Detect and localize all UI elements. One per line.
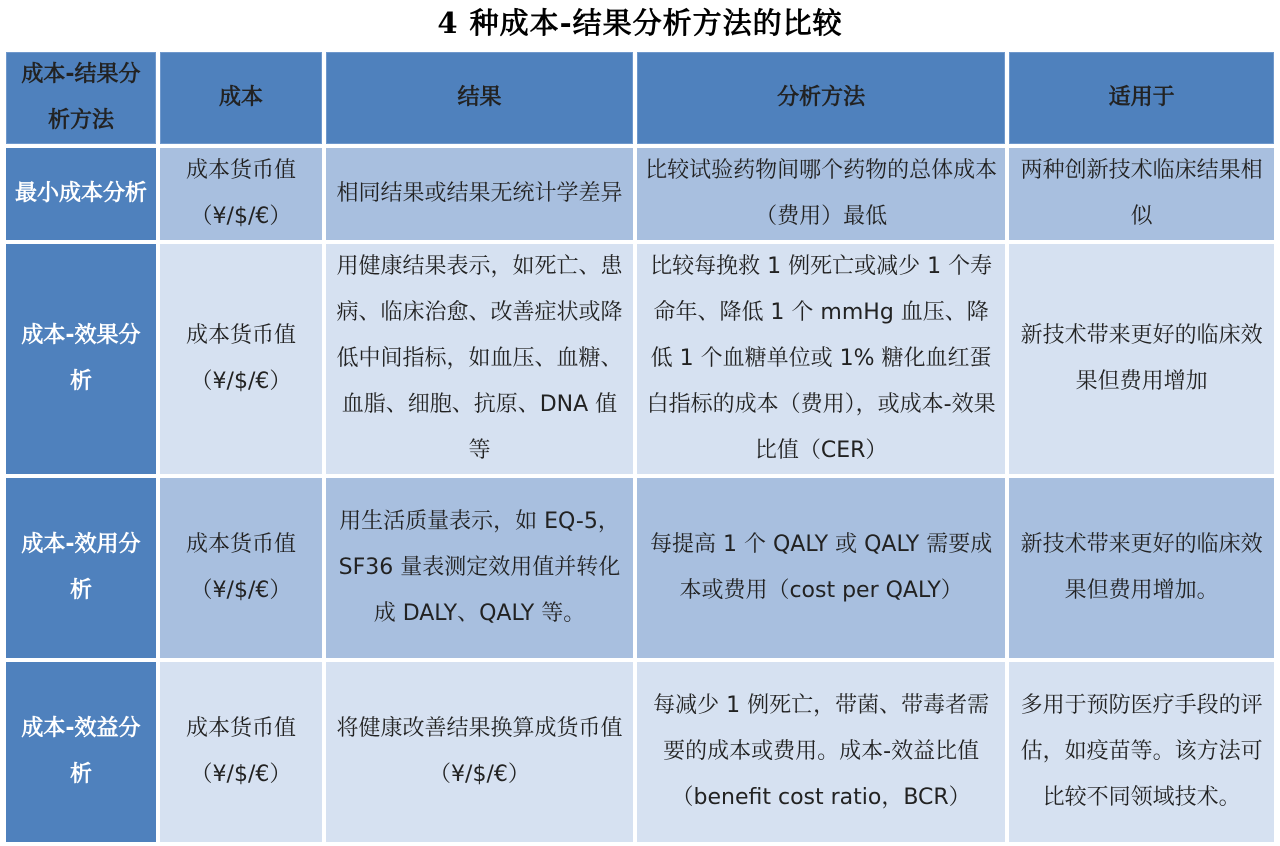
- analysis-cell: 比较每挽救 1 例死亡或减少 1 个寿命年、降低 1 个 mmHg 血压、降低 1 个血糖单位或 1% 糖化血红蛋白指标的成本（费用），或成本-效果比值（CER）: [637, 244, 1005, 474]
- cost-cell: 成本货币值（¥/$/€）: [160, 244, 322, 474]
- result-cell: 用健康结果表示，如死亡、患病、临床治愈、改善症状或降低中间指标，如血压、血糖、血脂、细胞、抗原、DNA 值等: [326, 244, 633, 474]
- row-label: 最小成本分析: [6, 148, 156, 240]
- applicable-cell: 多用于预防医疗手段的评估，如疫苗等。该方法可比较不同领域技术。: [1009, 662, 1274, 842]
- table-row: [6, 148, 1274, 240]
- cost-cell: 成本货币值（¥/$/€）: [160, 478, 322, 658]
- analysis-cell: 每减少 1 例死亡，带菌、带毒者需要的成本或费用。成本-效益比值（benefit cost ratio，BCR）: [637, 662, 1005, 842]
- applicable-cell: 新技术带来更好的临床效果但费用增加。: [1009, 478, 1274, 658]
- table-row: [6, 244, 1274, 474]
- header-result: 结果: [326, 52, 633, 144]
- header-cost: 成本: [160, 52, 322, 144]
- row-label: 成本-效果分析: [6, 244, 156, 474]
- cost-cell: 成本货币值（¥/$/€）: [160, 662, 322, 842]
- row-label: 成本-效用分析: [6, 478, 156, 658]
- result-cell: 相同结果或结果无统计学差异: [326, 148, 633, 240]
- comparison-table: [2, 48, 1278, 846]
- applicable-cell: 两种创新技术临床结果相似: [1009, 148, 1274, 240]
- table-row: [6, 662, 1274, 842]
- analysis-cell: 每提高 1 个 QALY 或 QALY 需要成本或费用（cost per QALY）: [637, 478, 1005, 658]
- applicable-cell: 新技术带来更好的临床效果但费用增加: [1009, 244, 1274, 474]
- cost-cell: 成本货币值（¥/$/€）: [160, 148, 322, 240]
- analysis-cell: 比较试验药物间哪个药物的总体成本（费用）最低: [637, 148, 1005, 240]
- table-header-row: [6, 52, 1274, 144]
- header-applicable: 适用于: [1009, 52, 1274, 144]
- page-title: 4 种成本-结果分析方法的比较: [437, 6, 843, 40]
- result-cell: 将健康改善结果换算成货币值（¥/$/€）: [326, 662, 633, 842]
- result-cell: 用生活质量表示，如 EQ-5，SF36 量表测定效用值并转化成 DALY、QALY 等。: [326, 478, 633, 658]
- row-label: 成本-效益分析: [6, 662, 156, 842]
- header-method: 成本-结果分析方法: [6, 52, 156, 144]
- table-row: [6, 478, 1274, 658]
- header-analysis: 分析方法: [637, 52, 1005, 144]
